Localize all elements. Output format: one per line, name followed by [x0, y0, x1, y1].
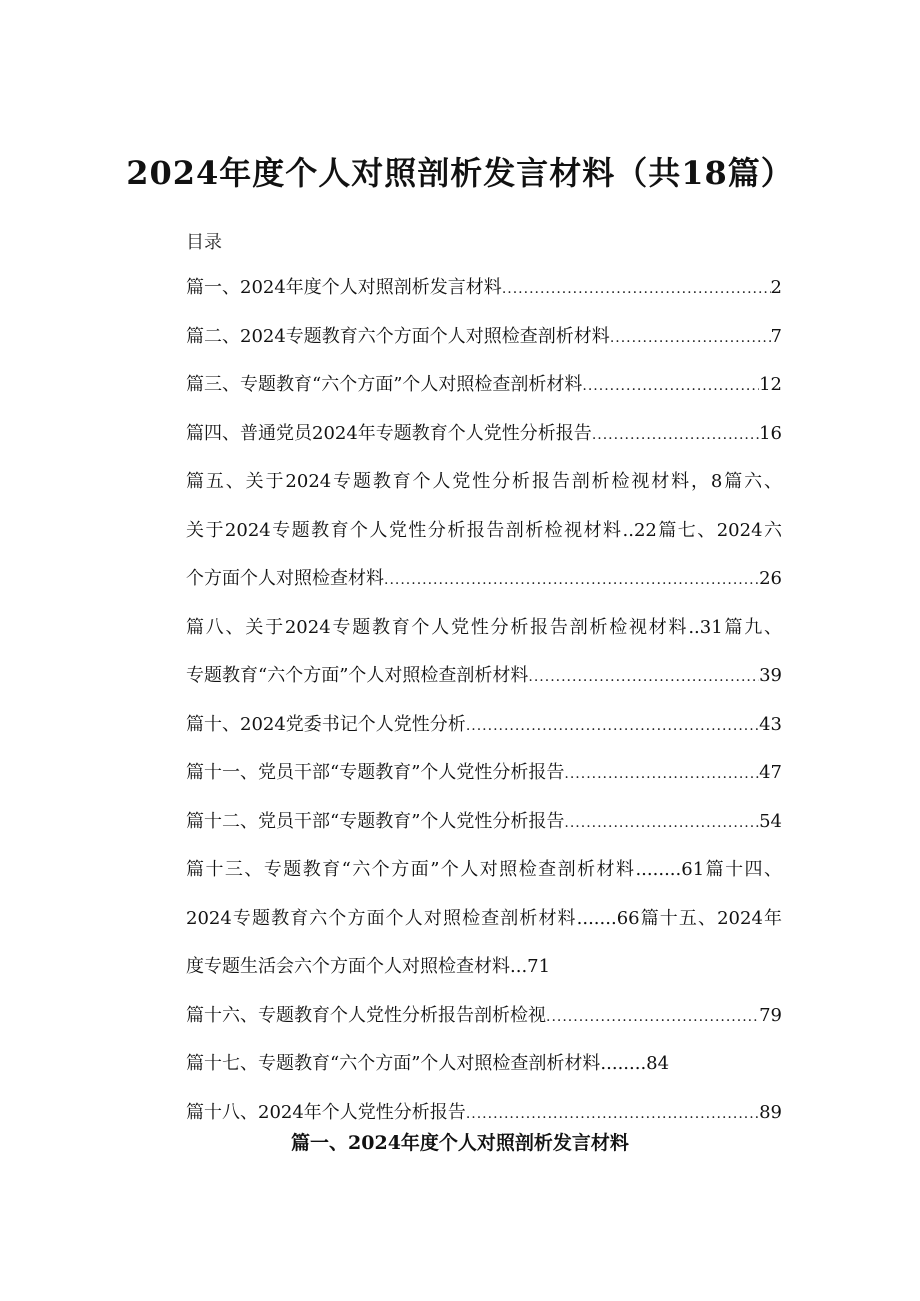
toc-entry-page: 54	[759, 810, 782, 832]
toc-entry-title: 专题教育“六个方面”个人对照检查剖析材料	[186, 665, 529, 686]
leader-dots	[610, 324, 771, 352]
leader-dots	[592, 421, 759, 449]
leader-dots	[582, 372, 759, 400]
toc-entry[interactable]	[186, 371, 782, 420]
toc-entry-title: 篇十二、党员干部“专题教育”个人党性分析报告	[186, 810, 565, 832]
leader-dots	[546, 1003, 759, 1031]
toc-entry-title: 篇十六、专题教育个人党性分析报告剖析检视	[186, 1004, 546, 1026]
toc-entry[interactable]	[186, 420, 782, 469]
leader-dots	[466, 712, 759, 740]
toc-entry[interactable]	[186, 1002, 782, 1051]
toc-entry-title: 篇三、专题教育“六个方面”个人对照检查剖析材料	[186, 374, 583, 395]
toc-entry-raw[interactable]: 篇五、关于2024专题教育个人党性分析报告剖析检视材料，8篇六、	[186, 471, 782, 492]
toc-entry-page: 47	[759, 762, 782, 783]
leader-dots	[564, 809, 759, 837]
toc-entry-page: 79	[759, 1004, 782, 1026]
toc-entry-page: 2	[770, 277, 782, 298]
toc-entry[interactable]	[186, 662, 782, 711]
toc-entry-page: 89	[759, 1101, 782, 1123]
leader-dots	[502, 275, 771, 303]
toc-entry-raw[interactable]: 篇八、关于2024专题教育个人党性分析报告剖析检视材料..31篇九、	[186, 616, 782, 638]
toc-entry-title: 篇十一、党员干部“专题教育”个人党性分析报告	[186, 762, 565, 783]
toc-entry-title: 篇四、普通党员2024年专题教育个人党性分析报告	[186, 422, 592, 444]
toc-entry[interactable]	[186, 711, 782, 760]
section-heading: 篇一、2024年度个人对照剖析发言材料	[291, 1132, 629, 1154]
toc-entry-title: 篇一、2024年度个人对照剖析发言材料	[186, 277, 502, 298]
table-of-contents	[186, 274, 782, 1147]
toc-label: 目录	[186, 232, 222, 253]
toc-entry[interactable]	[186, 274, 782, 323]
toc-entry[interactable]	[186, 759, 782, 808]
toc-entry-raw[interactable]: 篇十七、专题教育“六个方面”个人对照检查剖析材料........84	[186, 1053, 670, 1074]
toc-entry-page: 7	[770, 325, 782, 347]
toc-entry-page: 26	[759, 568, 782, 589]
toc-entry[interactable]	[186, 565, 782, 614]
toc-entry-raw[interactable]: 2024专题教育六个方面个人对照检查剖析材料.......66篇十五、2024年	[186, 907, 782, 929]
toc-entry-raw[interactable]: 度专题生活会六个方面个人对照检查材料...71	[186, 956, 551, 977]
leader-dots	[528, 663, 759, 691]
toc-entry-page: 16	[759, 422, 782, 444]
toc-entry-title: 篇十、2024党委书记个人党性分析	[186, 713, 466, 735]
document-title: 2024年度个人对照剖析发言材料（共18篇）	[126, 154, 794, 192]
toc-entry-page: 43	[759, 713, 782, 735]
toc-entry[interactable]	[186, 323, 782, 372]
toc-entry-page: 12	[759, 374, 782, 395]
toc-entry-page: 39	[759, 665, 782, 686]
leader-dots	[564, 760, 759, 788]
toc-entry-title: 个方面个人对照检查材料	[186, 568, 384, 589]
leader-dots	[384, 566, 759, 594]
leader-dots	[466, 1100, 759, 1128]
toc-entry[interactable]	[186, 808, 782, 857]
toc-entry-raw[interactable]: 篇十三、专题教育“六个方面”个人对照检查剖析材料........61篇十四、	[186, 859, 782, 880]
toc-entry-raw[interactable]: 关于2024专题教育个人党性分析报告剖析检视材料..22篇七、2024六	[186, 519, 782, 541]
toc-entry-title: 篇二、2024专题教育六个方面个人对照检查剖析材料	[186, 325, 610, 347]
toc-entry-title: 篇十八、2024年个人党性分析报告	[186, 1101, 466, 1123]
